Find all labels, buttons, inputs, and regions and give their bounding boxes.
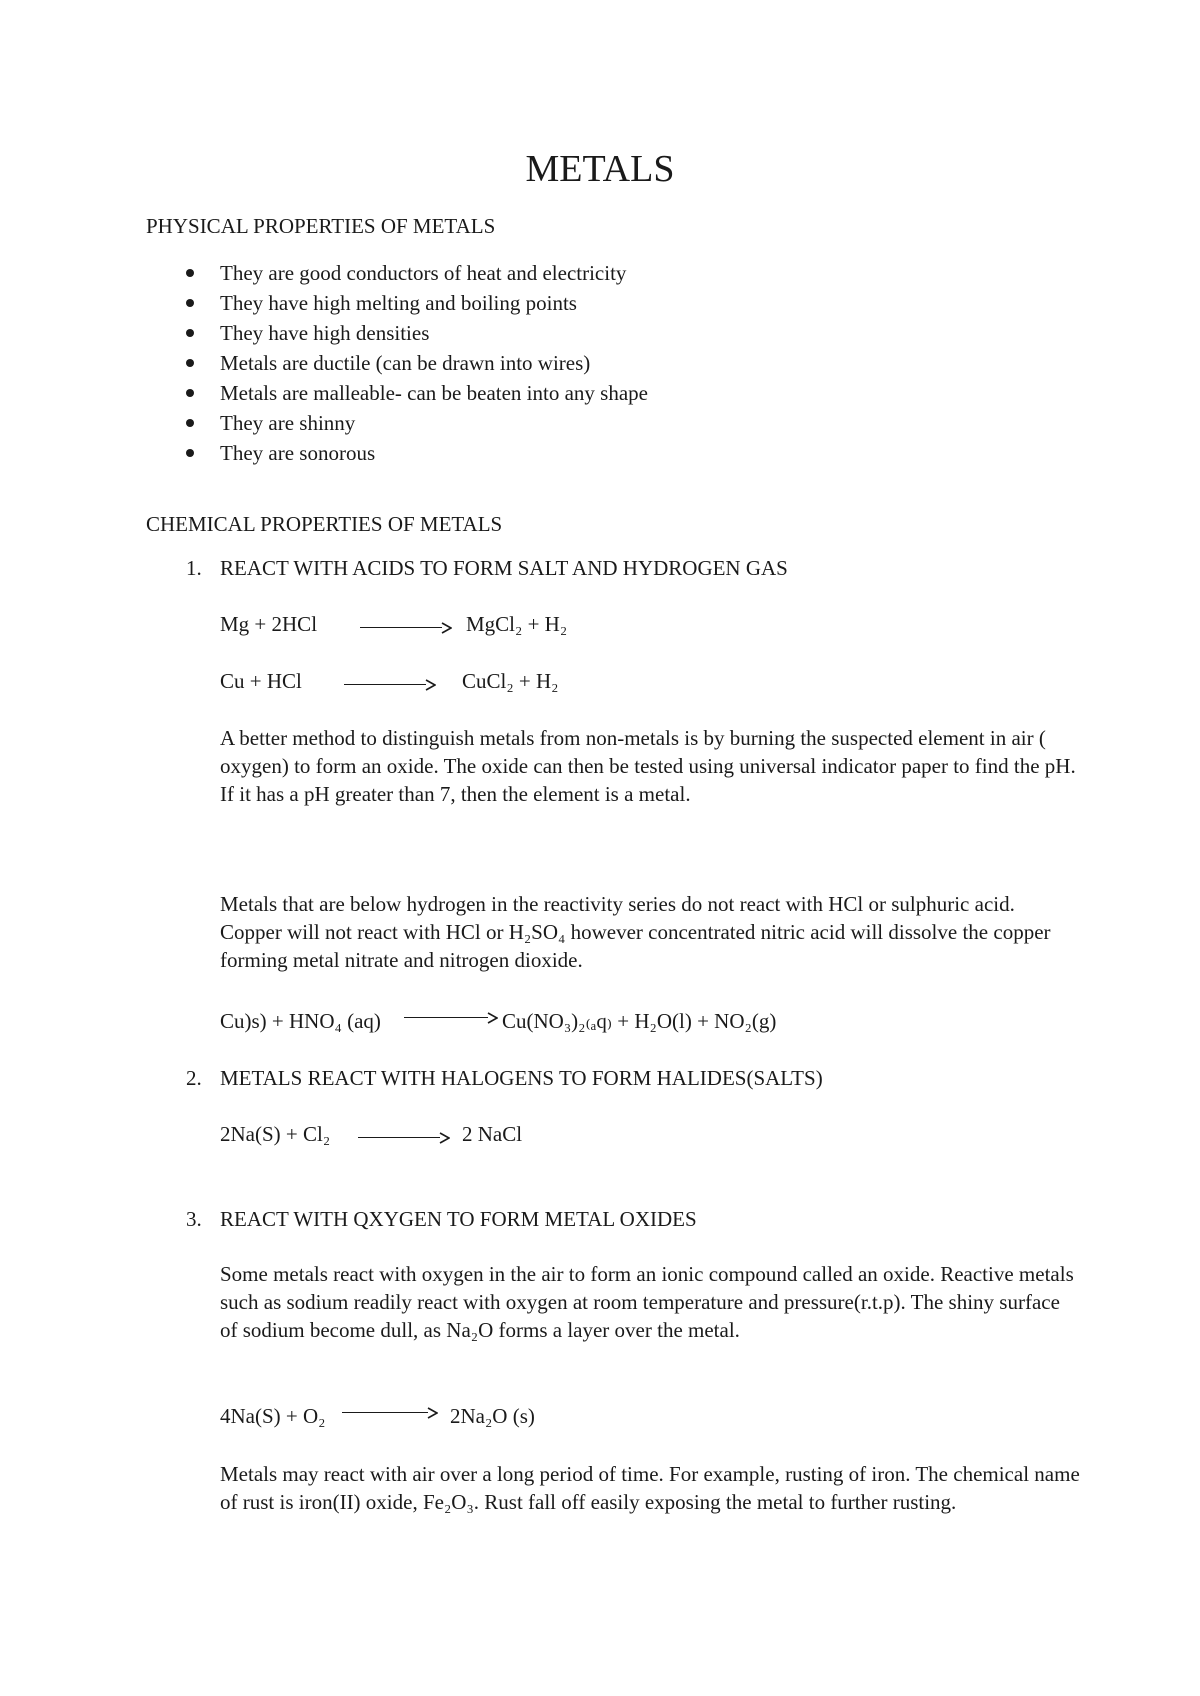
section-heading-acids: REACT WITH ACIDS TO FORM SALT AND HYDROGEN GAS [220, 556, 788, 580]
bullet-icon [186, 449, 194, 457]
physical-properties-list [186, 258, 648, 468]
bullet-icon [186, 269, 194, 277]
reaction-arrow-icon [358, 1132, 450, 1144]
list-item: They are shinny [186, 408, 648, 438]
equation-left: Cu + HCl [220, 669, 302, 693]
list-item: They have high densities [186, 318, 648, 348]
bullet-icon [186, 299, 194, 307]
paragraph: Metals that are below hydrogen in the reactivity series do not react with HCl or sulphuric acid. Copper will not react with HCl or H₂SO₄ however concentrated nitric acid will dissolve the copper forming metal nitrate and nitrogen dioxide. [220, 892, 1051, 972]
equation-right: MgCl₂ + H₂ [466, 612, 568, 636]
page-title: METALS [525, 148, 675, 190]
paragraph: A better method to distinguish metals from non-metals is by burning the suspected element in air ( oxygen) to form an oxide. The oxide can then be tested using universal indicator paper to find the pH. If it has a pH greater than 7, then the element is a metal. [220, 726, 1076, 806]
item-number: 3. [186, 1207, 202, 1231]
list-item: They are good conductors of heat and electricity [186, 258, 648, 288]
physical-properties-heading: PHYSICAL PROPERTIES OF METALS [146, 214, 496, 238]
equation-left: Mg + 2HCl [220, 612, 318, 636]
section-heading-halogens: METALS REACT WITH HALOGENS TO FORM HALIDES(SALTS) [220, 1066, 823, 1090]
equation-right: CuCl₂ + H₂ [462, 669, 559, 693]
section-heading-oxygen: REACT WITH QXYGEN TO FORM METAL OXIDES [220, 1207, 697, 1231]
equation-left: 4Na(S) + O₂ [220, 1404, 326, 1428]
chemical-properties-heading: CHEMICAL PROPERTIES OF METALS [146, 512, 503, 536]
bullet-icon [186, 359, 194, 367]
item-number: 2. [186, 1066, 202, 1090]
paragraph: Metals may react with air over a long period of time. For example, rusting of iron. The chemical name of rust is iron(II) oxide, Fe₂O₃. Rust fall off easily exposing the metal to further rusting. [220, 1462, 1080, 1514]
reaction-arrow-icon [404, 1012, 498, 1024]
reaction-arrow-icon [360, 622, 452, 634]
equation-left: 2Na(S) + Cl₂ [220, 1122, 331, 1146]
reaction-arrow-icon [344, 679, 436, 691]
reaction-arrow-icon [342, 1407, 438, 1419]
list-item: Metals are malleable- can be beaten into any shape [186, 378, 648, 408]
list-item: Metals are ductile (can be drawn into wires) [186, 348, 648, 378]
list-item: They are sonorous [186, 438, 648, 468]
equation-left: Cu)s) + HNO₄ (aq) [220, 1009, 381, 1033]
paragraph: Some metals react with oxygen in the air to form an ionic compound called an oxide. Reactive metals such as sodium readily react with oxygen at room temperature and pressure(r.t.p). The shiny surface of sodium become dull, as Na₂O forms a layer over the metal. [220, 1262, 1074, 1342]
bullet-icon [186, 419, 194, 427]
bullet-icon [186, 329, 194, 337]
equation-right: Cu(NO₃)₂₍ₐq₎ + H₂O(l) + NO₂(g) [502, 1009, 777, 1033]
equation-right: 2 NaCl [462, 1122, 523, 1146]
list-item: They have high melting and boiling points [186, 288, 648, 318]
item-number: 1. [186, 556, 202, 580]
bullet-icon [186, 389, 194, 397]
equation-right: 2Na₂O (s) [450, 1404, 535, 1428]
